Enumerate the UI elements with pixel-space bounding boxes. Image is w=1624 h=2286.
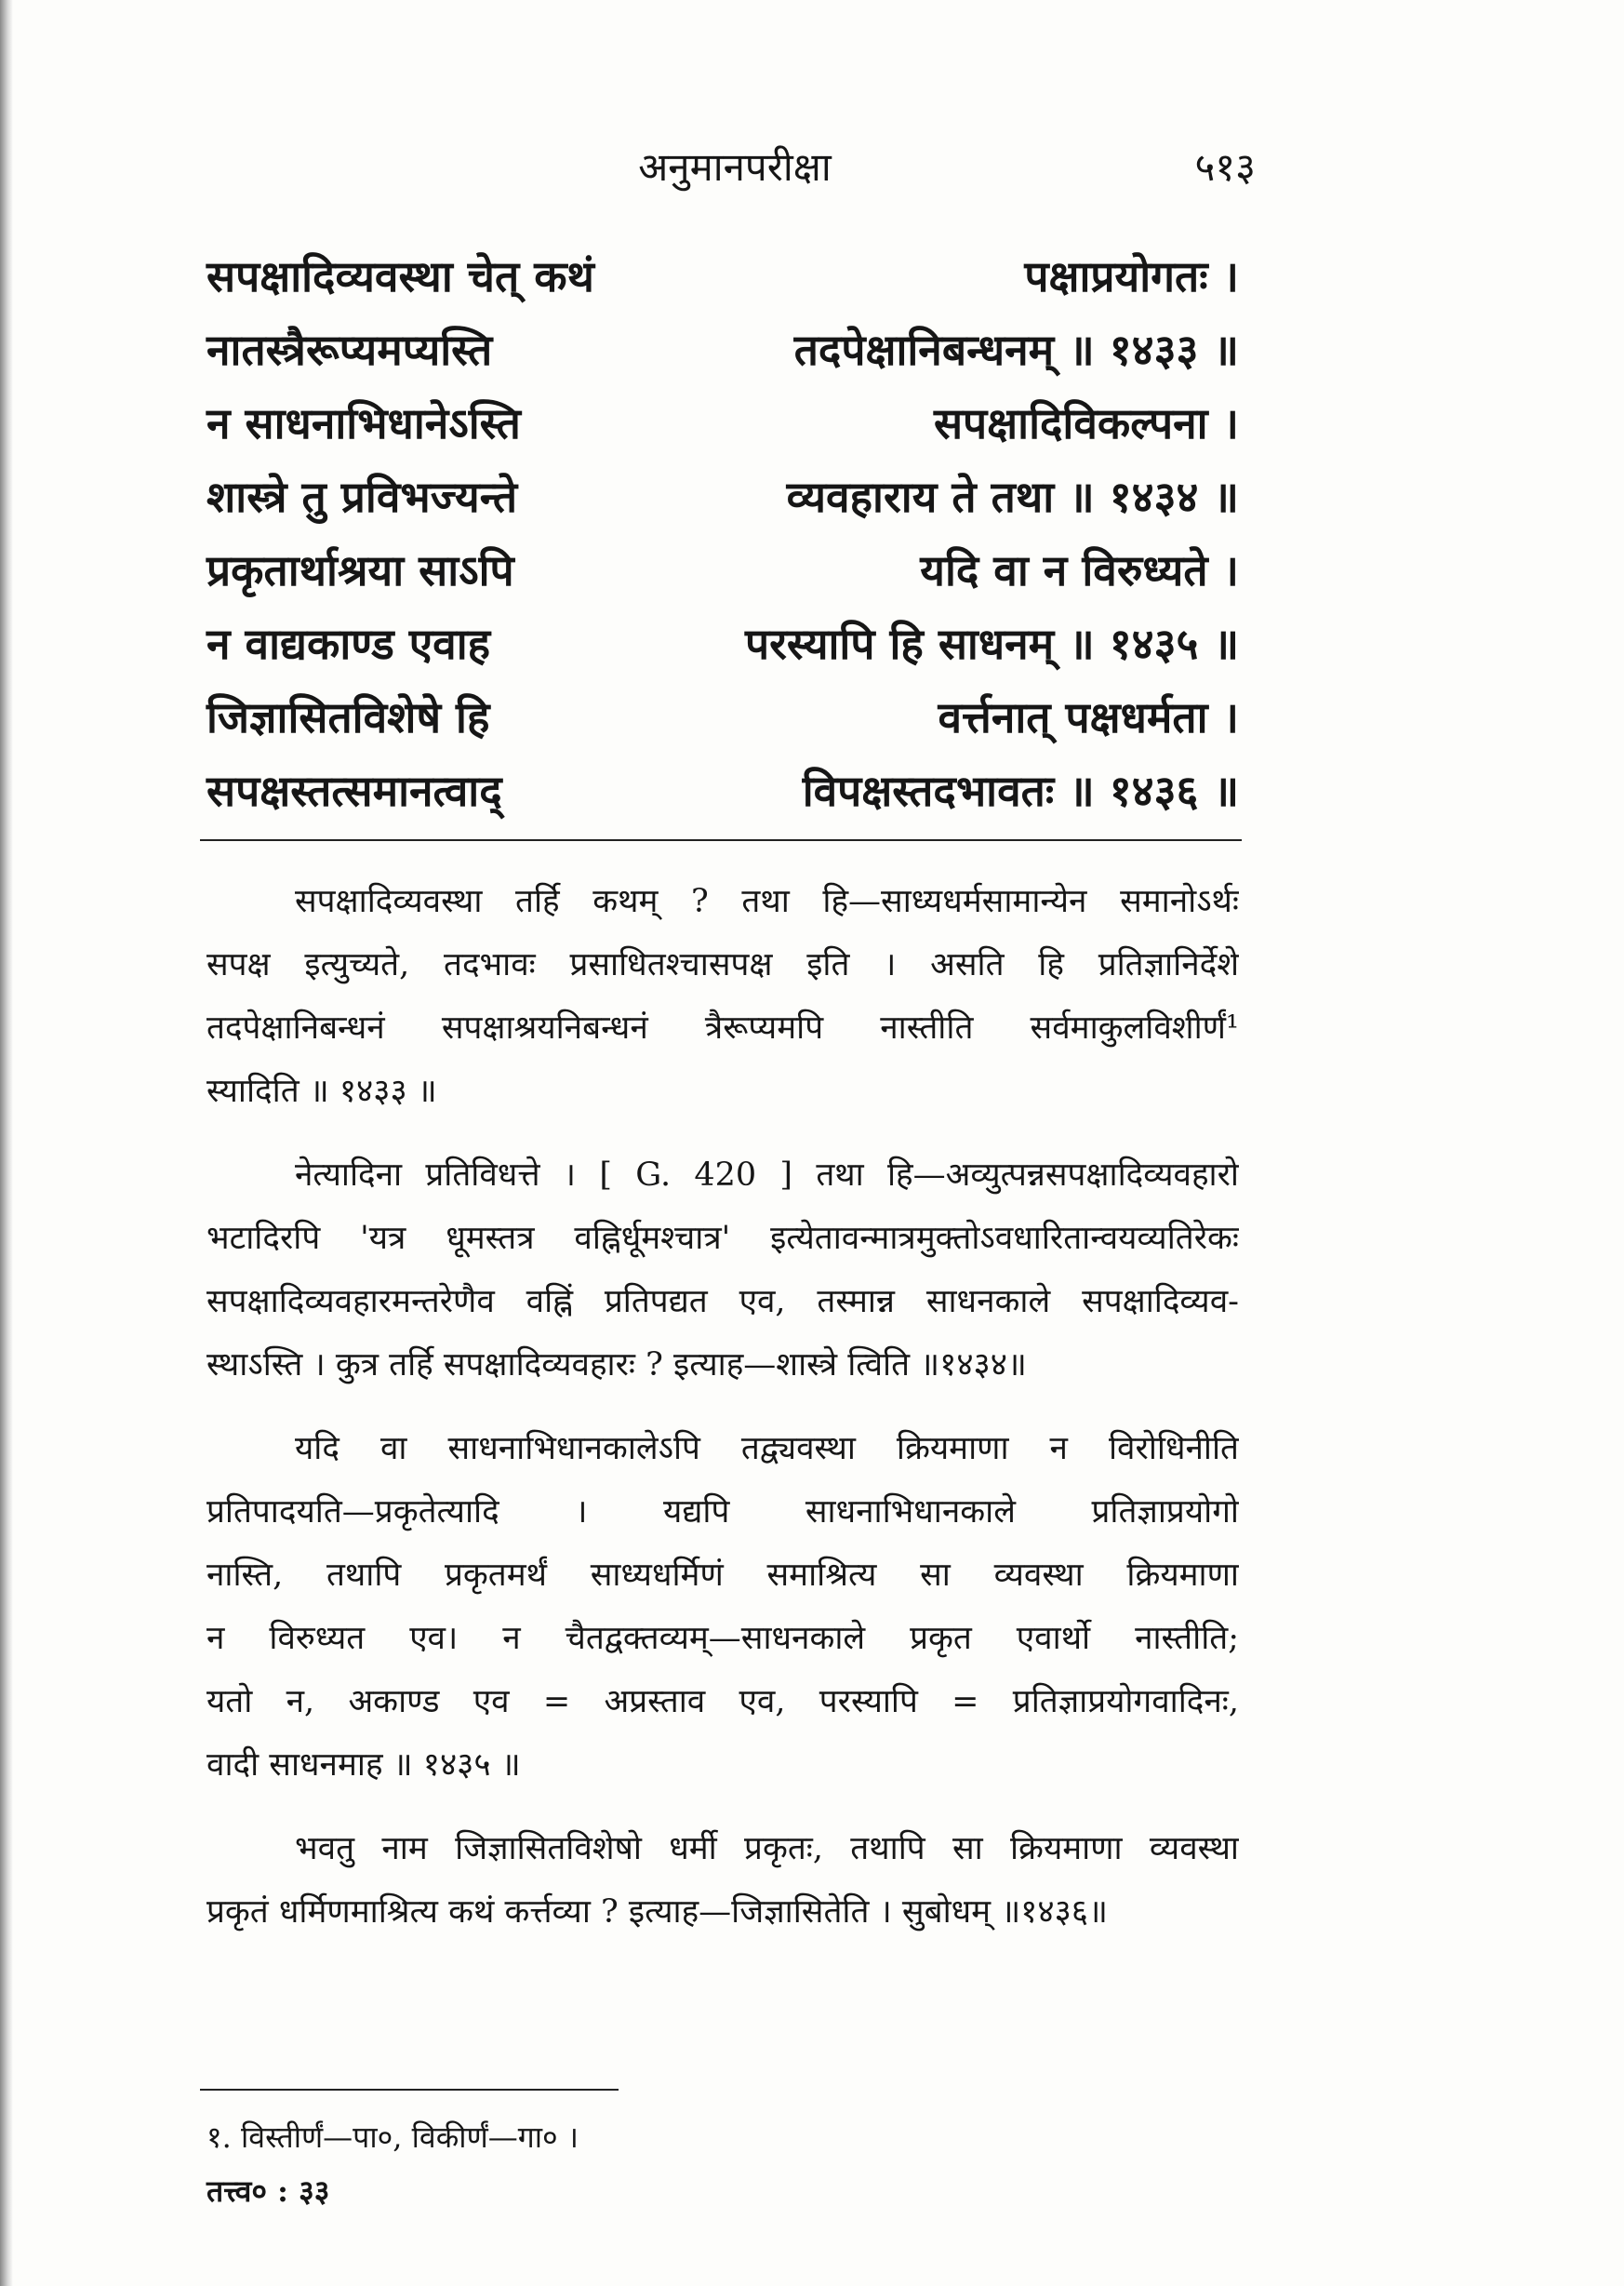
running-title: अनुमानपरीक्षा [638,144,832,190]
verse-line-left: शास्त्रे तु प्रविभज्यन्ते [206,472,518,522]
verse-line-right: व्यवहाराय ते तथा ॥ १४३४ ॥ [786,472,1239,522]
binding-shadow [0,0,13,2286]
commentary-block [206,870,1239,1964]
verse-line [206,608,1239,681]
page-number: ५१३ [1194,144,1256,190]
commentary-line: स्थाऽस्ति । कुत्र तर्हि सपक्षादिव्यवहारः ? इत्याह—शास्त्रे त्विति ॥१४३४॥ [206,1346,1027,1384]
verse-line-left: सपक्षस्तत्समानत्वाद् [206,766,502,816]
verse-line-left: नातस्त्रैरूप्यमप्यस्ति [206,325,493,375]
commentary-line: यदि वा साधनाभिधानकालेऽपि तद्व्यवस्था क्रियमाणा न विरोधिनीति [295,1430,1239,1467]
commentary-line: नास्ति, तथापि प्रकृतमर्थं साध्यधर्मिणं समाश्रित्य सा व्यवस्था क्रियमाणा [206,1557,1239,1594]
verse-line [206,534,1239,608]
verse-line-right: सपक्षादिविकल्पना । [933,398,1239,448]
commentary-line: स्यादिति ॥ १४३३ ॥ [206,1073,437,1110]
verse-line-left: जिज्ञासितविशेषे हि [206,692,490,742]
verse-line [206,314,1239,387]
verse-line [206,240,1239,314]
commentary-line: भटादिरपि 'यत्र धूमस्तत्र वह्निर्धूमश्चात्र' इत्येतावन्मात्रमुक्तोऽवधारितान्वयव्यतिरेकः [206,1220,1239,1257]
commentary-line: तदपेक्षानिबन्धनं सपक्षाश्रयनिबन्धनं त्रैरूप्यमपि नास्तीति सर्वमाकुलविशीर्णं¹ [206,1009,1239,1047]
verse-line [206,387,1239,461]
footnote: १. विस्तीर्णं—पा०, विकीर्णं—गा० । [206,2119,579,2155]
footnote-block [206,2110,1239,2218]
verse-line-right: परस्यापि हि साधनम् ॥ १४३५ ॥ [744,619,1239,669]
verse-line-right: यदि वा न विरुध्यते । [920,545,1239,595]
commentary-line: सपक्षादिव्यवहारमन्तरेणैव वह्निं प्रतिपद्यत एव, तस्मान्न साधनकाले सपक्षादिव्यव- [206,1283,1239,1320]
verse-line-left: न वाद्यकाण्ड एवाह [206,619,491,669]
verse-line-right: विपक्षस्तदभावतः ॥ १४३६ ॥ [802,766,1239,816]
commentary-line: प्रतिपादयति—प्रकृतेत्यादि । यद्यपि साधनाभिधानकाले प्रतिज्ञाप्रयोगो [206,1493,1239,1531]
section-divider [200,839,1242,841]
verse-line-left: न साधनाभिधानेऽस्ति [206,398,521,448]
verse-line-right: वर्त्तनात् पक्षधर्मता । [938,692,1239,742]
verse-line-left: प्रकृतार्थाश्रया साऽपि [206,545,514,595]
commentary-line: सपक्ष इत्युच्यते, तदभावः प्रसाधितश्चासपक्ष इति । असति हि प्रतिज्ञानिर्देशे [206,946,1239,983]
commentary-paragraph [206,870,1239,1123]
commentary-line: नेत्यादिना प्रतिविधत्ते । [ G. 420 ] तथा हि—अव्युत्पन्नसपक्षादिव्यवहारो [295,1156,1239,1194]
verse-line [206,681,1239,755]
verse-block [206,240,1239,828]
page-header [214,140,1256,205]
commentary-line: न विरुध्यत एव। न चैतद्वक्तव्यम्—साधनकाले प्रकृत एवार्थो नास्तीति; [206,1620,1239,1657]
commentary-line: प्रकृतं धर्मिणमाश्रित्य कथं कर्त्तव्या ? इत्याह—जिज्ञासितेति । सुबोधम् ॥१४३६॥ [206,1893,1108,1931]
commentary-paragraph [206,1143,1239,1397]
verse-line [206,755,1239,828]
commentary-line: सपक्षादिव्यवस्था तर्हि कथम् ? तथा हि—साध्यधर्मसामान्येन समानोऽर्थः [295,883,1239,920]
commentary-line: वादी साधनमाह ॥ १४३५ ॥ [206,1746,521,1784]
commentary-paragraph [206,1417,1239,1797]
verse-line [206,461,1239,534]
verse-line-right: पक्षाप्रयोगतः । [1024,251,1239,301]
footnote-divider [200,2089,619,2091]
commentary-paragraph [206,1817,1239,1944]
commentary-line: भवतु नाम जिज्ञासितविशेषो धर्मी प्रकृतः, तथापि सा क्रियमाणा व्यवस्था [295,1830,1239,1867]
commentary-line: यतो न, अकाण्ड एव = अप्रस्ताव एव, परस्यापि = प्रतिज्ञाप्रयोगवादिनः, [206,1683,1239,1720]
verse-line-right: तदपेक्षानिबन्धनम् ॥ १४३३ ॥ [793,325,1239,375]
signature-mark: तत्त्व० : ३३ [206,2173,330,2209]
verse-line-left: सपक्षादिव्यवस्था चेत् कथं [206,251,594,301]
